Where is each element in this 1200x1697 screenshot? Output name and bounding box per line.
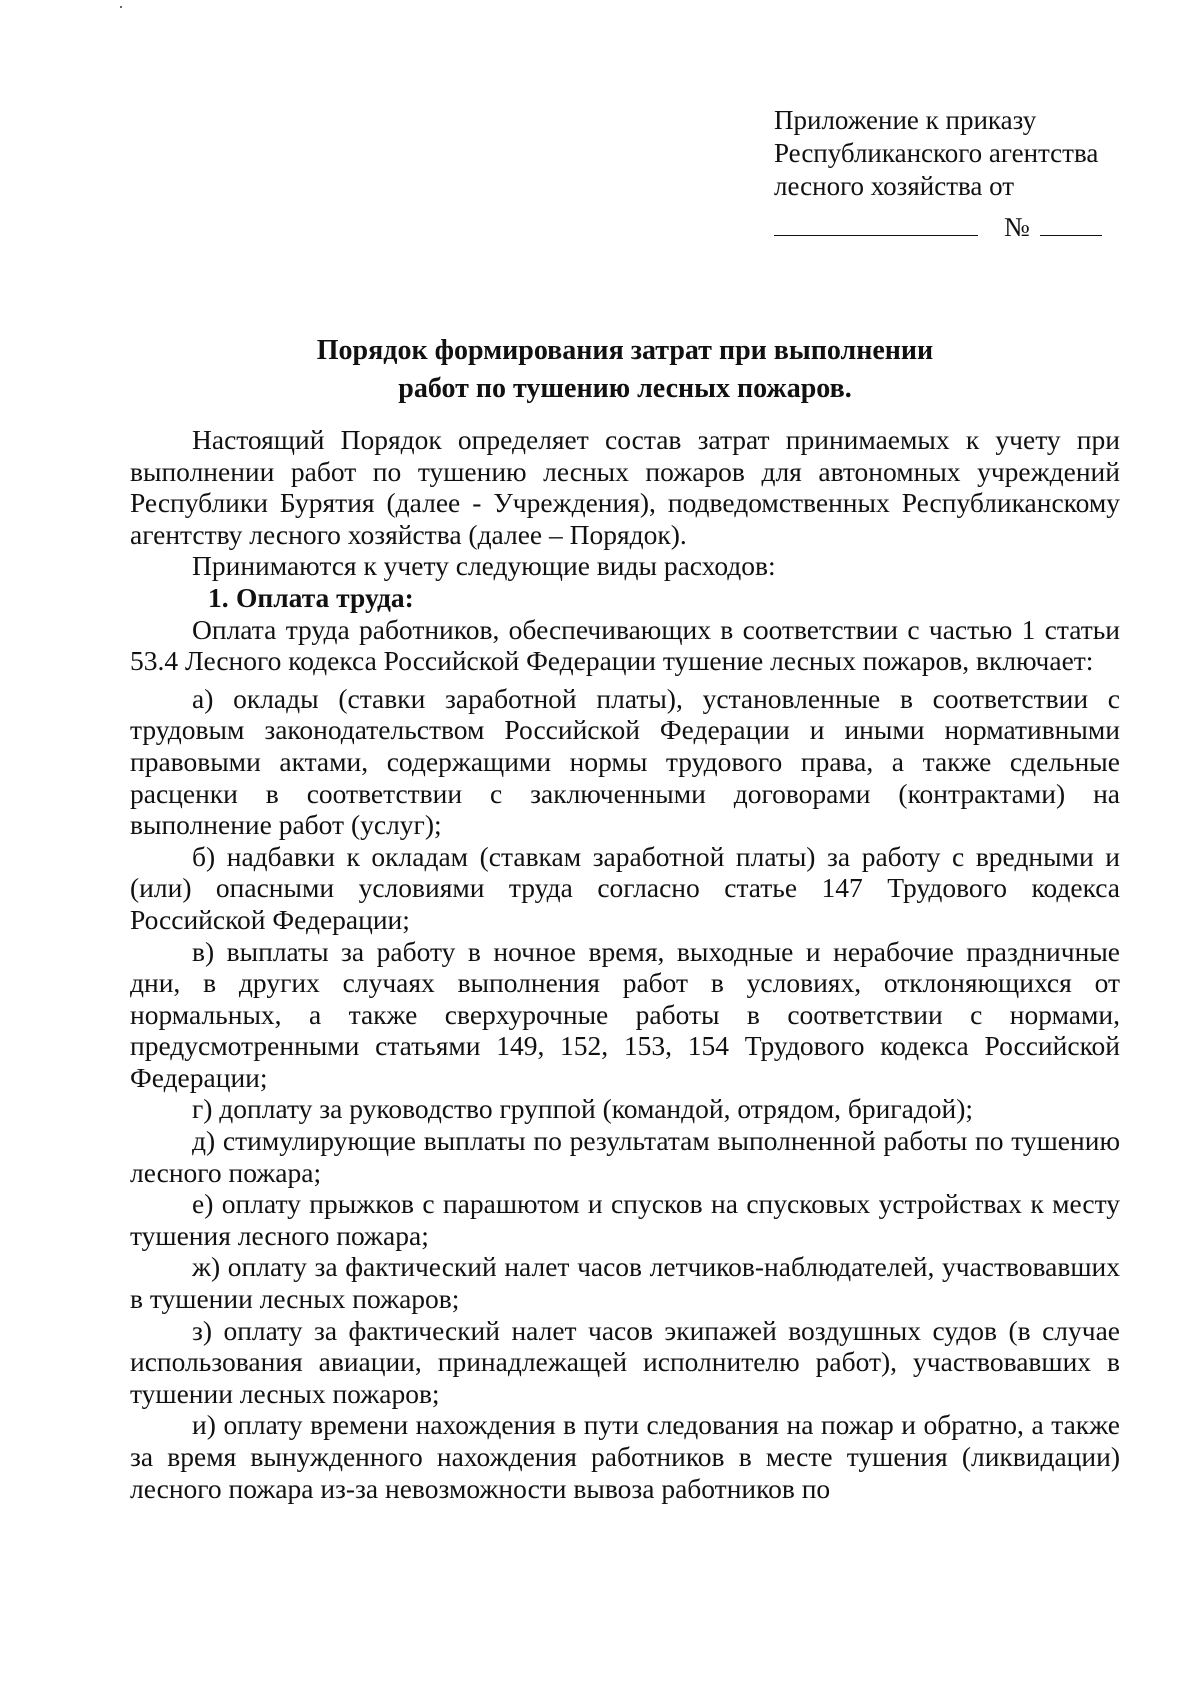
list-item-zh: ж) оплату за фактический налет часов летчиков-наблюдателей, участвовавших в тушении лесных пожаров; (130, 1251, 1120, 1315)
section-1-title: Оплата труда: (236, 581, 414, 613)
list-item-g: г) доплату за руководство группой (командой, отрядом, бригадой); (192, 1093, 974, 1125)
intro-paragraph: Настоящий Порядок определяет состав затрат принимаемых к учету при выполнении работ по тушению лесных пожаров для автономных учреждений Республики Бурятия (далее - Учреждения), подведомственных Республиканскому агентству лесного хозяйства (далее – Порядок). (130, 424, 1120, 550)
appendix-line-3: лесного хозяйства от (774, 171, 1015, 201)
scan-speck (120, 6, 122, 8)
number-sign: № (1004, 212, 1030, 242)
list-item-b: б) надбавки к окладам (ставкам заработной платы) за работу с вредными и (или) опасными условиями труда согласно статье 147 Трудового кодекса Российской Федерации; (130, 840, 1120, 935)
list-item-a: а) оклады (ставки заработной платы), установленные в соответствии с трудовым законодательством Российской Федерации и иными нормативными правовыми актами, содержащими нормы трудового права, а также сдельные расценки в соответствии с заключенными договорами (контрактами) на выполнение работ (услуг); (130, 682, 1120, 841)
list-item-d: д) стимулирующие выплаты по результатам выполненной работы по тушению лесного пожара; (130, 1125, 1120, 1188)
appendix-date-number-line (774, 211, 1134, 244)
document-title (180, 332, 1070, 408)
date-blank (774, 213, 978, 236)
list-item-e: е) оплату прыжков с парашютом и спусков на спусковых устройствах к месту тушения лесного пожара; (130, 1188, 1120, 1251)
list-item-i: и) оплату времени нахождения в пути следования на пожар и обратно, а также за время вынужденного нахождения работников в месте тушения (ликвидации) лесного пожара из-за невозможности вывоза работников по (130, 1409, 1120, 1504)
list-item-v: в) выплаты за работу в ночное время, выходные и нерабочие праздничные дни, в других случаях выполнения работ в условиях, отклоняющихся от нормальных, а также сверхурочные работы в соответствии с нормами, предусмотренными статьями 149, 152, 153, 154 Трудового кодекса Российской Федерации; (130, 935, 1120, 1093)
section-1-lead: Оплата труда работников, обеспечивающих в соответствии с частью 1 статьи 53.4 Лесного кодекса Российской Федерации тушение лесных пожаров, включает: (130, 613, 1120, 677)
appendix-line-1: Приложение к приказу (774, 105, 1037, 135)
appendix-block (774, 104, 1134, 244)
title-line-2: работ по тушению лесных пожаров. (398, 373, 852, 404)
section-1-heading (130, 582, 1120, 614)
number-blank (1040, 213, 1102, 236)
document-body (130, 424, 1120, 1504)
section-1-number: 1. (208, 581, 229, 613)
title-line-1: Порядок формирования затрат при выполнении (316, 335, 934, 366)
appendix-line-2: Республиканского агентства (774, 138, 1099, 168)
list-item-z: з) оплату за фактический налет часов экипажей воздушных судов (в случае использования авиации, принадлежащей исполнителю работ), участвовавших в тушении лесных пожаров; (130, 1314, 1120, 1409)
accepted-expenses-line: Принимаются к учету следующие виды расходов: (192, 550, 776, 582)
